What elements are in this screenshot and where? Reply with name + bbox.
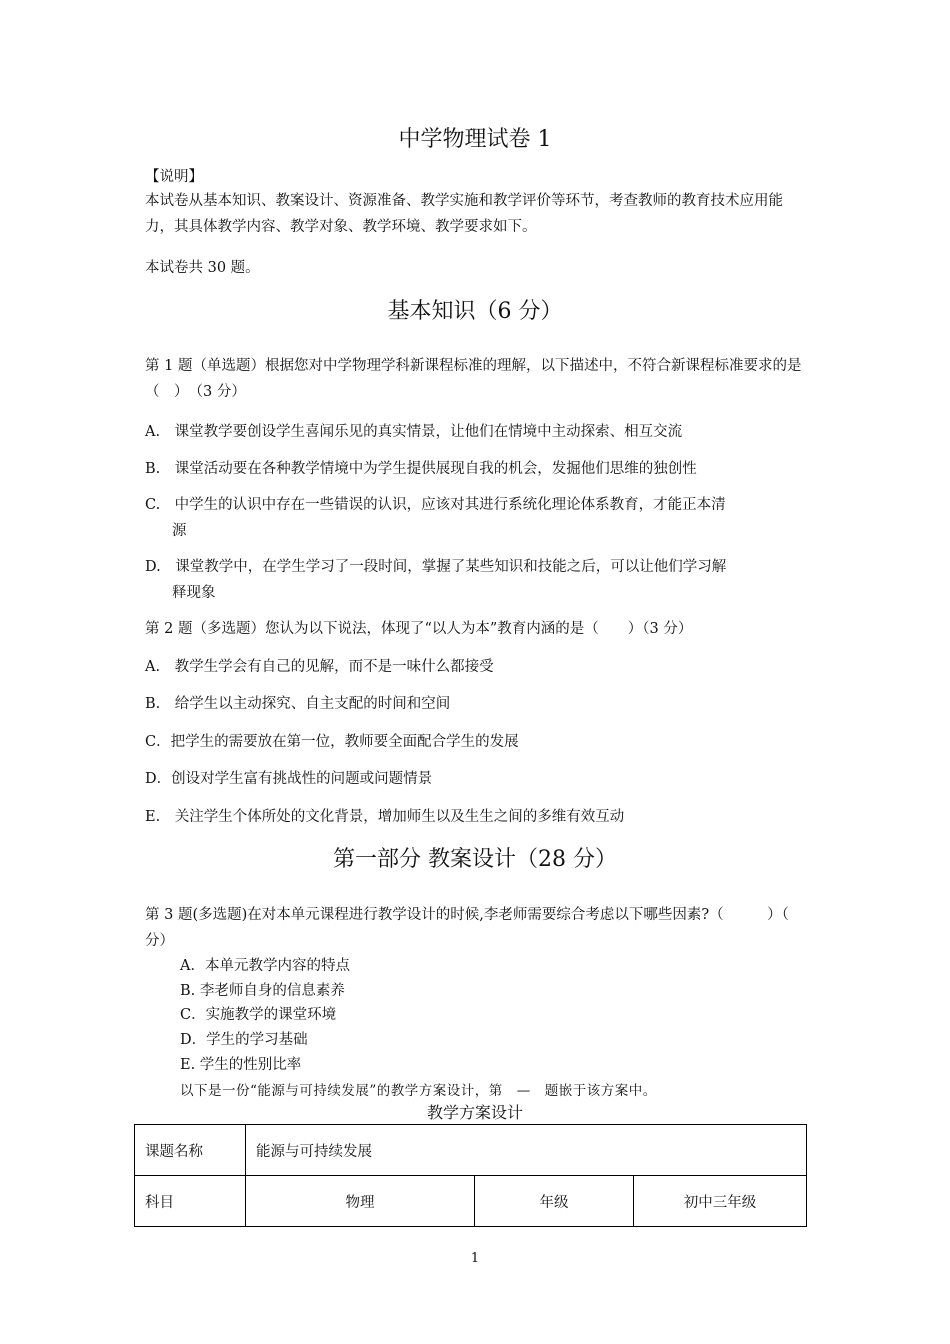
question-3-option-c: C．实施教学的课堂环境: [180, 1007, 337, 1023]
question-3-option-b: B. 李老师自身的信息素养: [180, 983, 345, 999]
table-row: [135, 1176, 807, 1227]
question-2-option-c: C．把学生的需要放在第一位，教师要全面配合学生的发展: [145, 734, 519, 750]
lesson-plan-table: [134, 1124, 807, 1227]
grade-value: 初中三年级: [634, 1176, 807, 1227]
lesson-plan-title: 教学方案设计: [426, 1103, 523, 1122]
question-1-option-c: C. 中学生的认识中存在一些错误的认识，应该对其进行系统化理论体系教育，才能正本清: [145, 497, 726, 513]
table-row: [135, 1125, 807, 1176]
question-1-option-b: B. 课堂活动要在各种教学情境中为学生提供展现自我的机会，发掘他们思维的独创性: [145, 461, 697, 477]
question-3-option-d: D．学生的学习基础: [180, 1032, 308, 1048]
question-2-option-e: E. 关注学生个体所处的文化背景，增加师生以及生生之间的多维有效互动: [145, 809, 625, 825]
question-count: 本试卷共 30 题。: [145, 260, 260, 276]
question-1-option-d: D. 课堂教学中，在学生学习了一段时间，掌握了某些知识和技能之后，可以让他们学习解: [145, 559, 727, 575]
question-2-option-d: D．创设对学生富有挑战性的问题或问题情景: [145, 771, 433, 787]
question-2-option-b: B. 给学生以主动探究、自主支配的时间和空间: [145, 696, 451, 712]
question-1-option-a: A. 课堂教学要创设学生喜闻乐见的真实情景，让他们在情境中主动探索、相互交流: [145, 424, 683, 440]
question-3-option-e: E. 学生的性别比率: [180, 1057, 302, 1073]
question-1-option-d-continued: 释现象: [172, 585, 216, 601]
topic-label: 课题名称: [135, 1125, 246, 1176]
topic-value: 能源与可持续发展: [246, 1125, 807, 1176]
question-1-stem: 第 1 题（单选题）根据您对中学物理学科新课程标准的理解，以下描述中，不符合新课程标准要求的是（ ） （3 分）: [145, 358, 802, 400]
question-2-option-a: A. 教学生学会有自己的见解，而不是一味什么都接受: [145, 659, 494, 675]
subject-label: 科目: [135, 1176, 246, 1227]
section-basic-knowledge-title: 基本知识（6 分）: [387, 299, 563, 324]
intro-text: 本试卷从基本知识、教案设计、资源准备、教学实施和教学评价等环节，考查教师的教育技术应用能力，其具体教学内容、教学对象、教学环境、教学要求如下。: [145, 193, 783, 235]
section-lesson-plan-title: 第一部分 教案设计（28 分）: [333, 847, 617, 872]
page-number: 1: [470, 1251, 480, 1266]
question-3-stem: 第 3 题(多选题)在对本单元课程进行教学设计的时候,李老师需要综合考虑以下哪些因素?（ ）（ 分）: [145, 907, 804, 949]
question-1-option-c-continued: 源: [172, 523, 187, 539]
question-3-option-a: A．本单元教学内容的特点: [180, 958, 350, 974]
subject-value: 物理: [246, 1176, 475, 1227]
intro-heading: 【说明】: [145, 169, 203, 185]
lesson-plan-note: 以下是一份“能源与可持续发展”的教学方案设计，第 — 题嵌于该方案中。: [180, 1083, 657, 1099]
grade-label: 年级: [475, 1176, 634, 1227]
page-title: 中学物理试卷 1: [398, 127, 552, 152]
question-2-stem: 第 2 题（多选题）您认为以下说法，体现了“以人为本”教育内涵的是（ ）（3 分）: [145, 621, 693, 637]
